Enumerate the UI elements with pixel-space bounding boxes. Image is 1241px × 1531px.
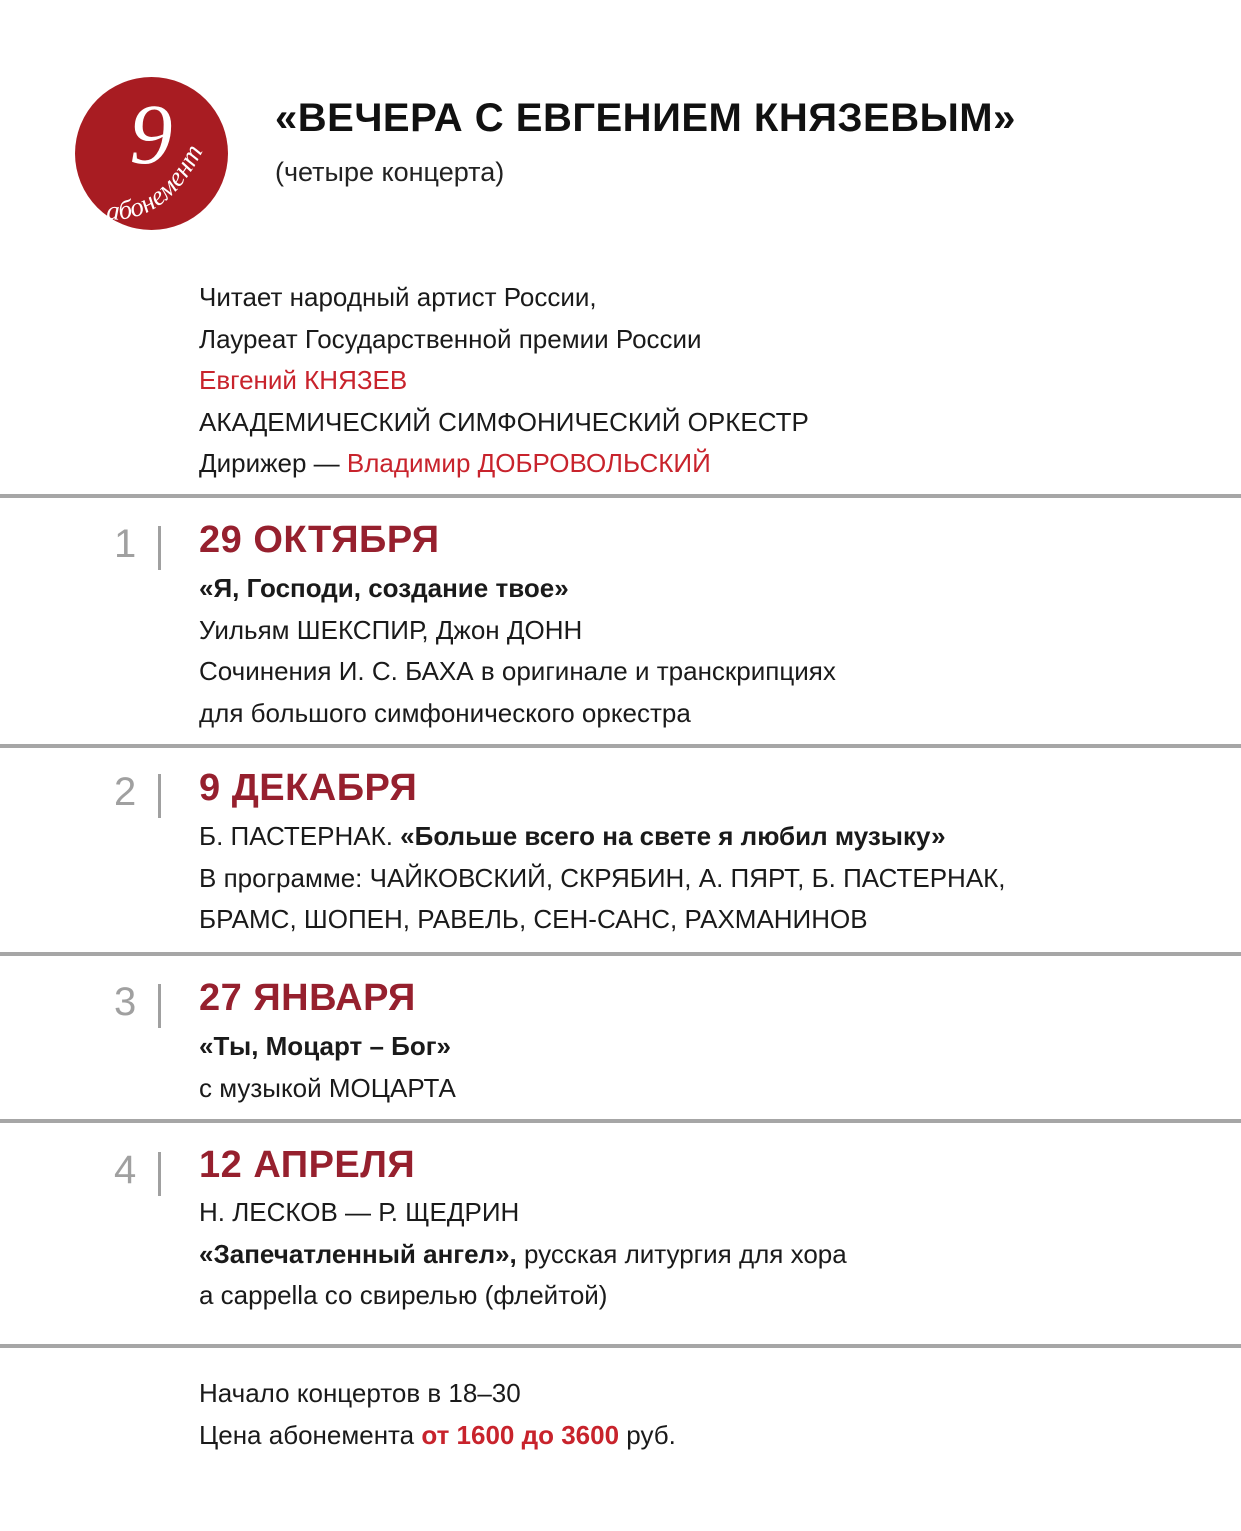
concert-line: БРАМС, ШОПЕН, РАВЕЛЬ, СЕН-САНС, РАХМАНИНОВ — [199, 904, 868, 934]
logo-word: абонемент — [106, 139, 209, 226]
conductor-name: Владимир ДОБРОВОЛЬСКИЙ — [346, 448, 711, 478]
concert-author: Б. ПАСТЕРНАК. — [199, 821, 401, 851]
number-separator — [158, 1152, 161, 1196]
concert-number: 1 — [114, 522, 137, 566]
concert-number: 2 — [114, 770, 137, 814]
price-line — [199, 1415, 676, 1457]
concert-details — [199, 568, 836, 734]
reader-name: Евгений КНЯЗЕВ — [199, 365, 408, 395]
concert-line: Сочинения И. С. БАХА в оригинале и транскрипциях — [199, 656, 836, 686]
concert-title: «Я, Господи, создание твое» — [199, 573, 569, 603]
section-divider — [0, 494, 1241, 498]
concert-date: 27 ЯНВАРЯ — [199, 977, 416, 1019]
concert-line: с музыкой МОЦАРТА — [199, 1072, 456, 1103]
concert-line — [199, 816, 1006, 858]
intro-line: Читает народный артист России, — [199, 282, 597, 312]
concert-line: Уильям ШЕКСПИР, Джон ДОНН — [199, 614, 583, 645]
intro-line: Лауреат Государственной премии России — [199, 323, 702, 354]
concert-line: a cappella со свирелью (флейтой) — [199, 1280, 608, 1310]
concert-details — [199, 1026, 456, 1109]
logo-number: 9 — [129, 86, 173, 182]
concert-title: «Запечатленный ангел», — [199, 1238, 517, 1269]
concert-line: В программе: ЧАЙКОВСКИЙ, СКРЯБИН, А. ПЯРТ, Б. ПАСТЕРНАК, — [199, 862, 1006, 893]
section-divider — [0, 952, 1241, 956]
subscription-seal-icon — [75, 77, 228, 230]
section-divider — [0, 744, 1241, 748]
orchestra-name: АКАДЕМИЧЕСКИЙ СИМФОНИЧЕСКИЙ ОРКЕСТР — [199, 406, 809, 437]
performers-block — [199, 277, 809, 485]
concert-date: 9 ДЕКАБРЯ — [199, 767, 418, 809]
concert-title: «Ты, Моцарт – Бог» — [199, 1031, 451, 1061]
concert-line: Н. ЛЕСКОВ — Р. ЩЕДРИН — [199, 1197, 520, 1227]
conductor-label: Дирижер — — [199, 448, 347, 478]
concert-line — [199, 1234, 847, 1276]
concert-date: 29 ОКТЯБРЯ — [199, 519, 440, 561]
start-time: Начало концертов в 18–30 — [199, 1378, 521, 1408]
concert-title-rest: русская литургия для хора — [516, 1238, 847, 1269]
price-value: от 1600 до 3600 — [421, 1419, 620, 1450]
section-divider — [0, 1119, 1241, 1123]
number-separator — [158, 984, 161, 1028]
concert-number: 3 — [114, 980, 137, 1024]
concert-details — [199, 816, 1006, 941]
concert-line: для большого симфонического оркестра — [199, 697, 691, 728]
page-subtitle: (четыре концерта) — [275, 157, 505, 187]
concert-date: 12 АПРЕЛЯ — [199, 1144, 416, 1186]
concert-title: «Больше всего на свете я любил музыку» — [400, 821, 946, 851]
price-unit: руб. — [619, 1419, 676, 1450]
concert-number: 4 — [114, 1148, 137, 1192]
price-label: Цена абонемента — [199, 1419, 422, 1450]
concert-details — [199, 1192, 847, 1317]
conductor-line — [199, 443, 809, 485]
number-separator — [158, 774, 161, 818]
footer-info — [199, 1373, 676, 1456]
number-separator — [158, 526, 161, 570]
subscription-logo — [75, 77, 228, 230]
section-divider — [0, 1344, 1241, 1348]
page-title: «ВЕЧЕРА С ЕВГЕНИЕМ КНЯЗЕВЫМ» — [275, 96, 1016, 140]
